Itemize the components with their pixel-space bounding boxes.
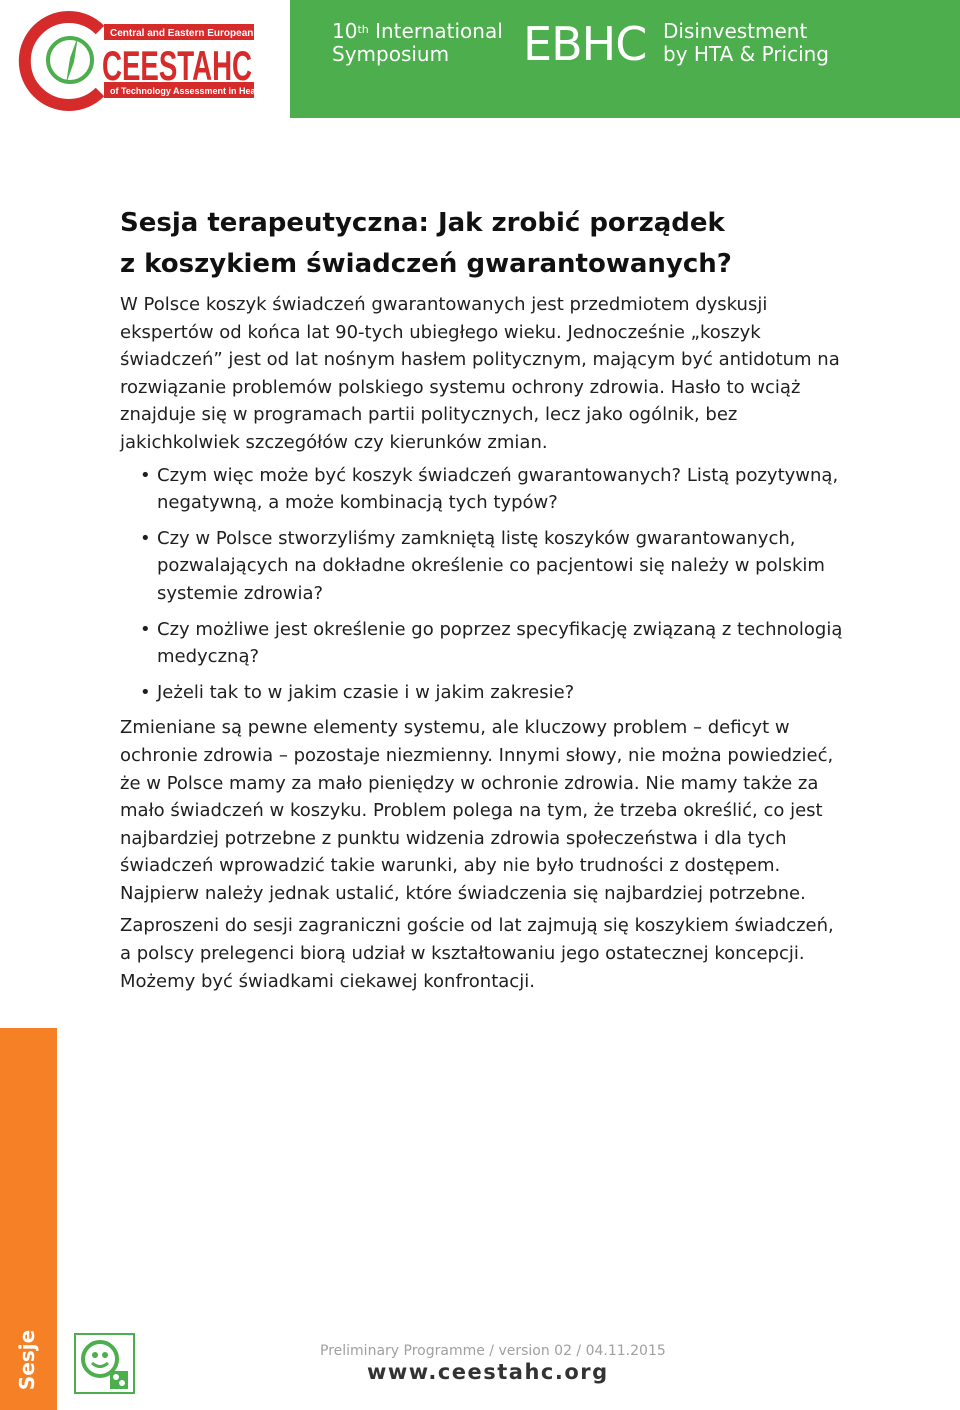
topic-label xyxy=(663,20,829,66)
topic-line1: Disinvestment xyxy=(663,19,808,43)
edition-number: 10 xyxy=(332,19,358,43)
side-tab-label xyxy=(3,1330,53,1390)
logo-bottom-text: of Technology Assessment in Health Care xyxy=(110,86,290,96)
topic-line2: by HTA & Pricing xyxy=(663,42,829,66)
bullet-icon: • xyxy=(140,681,151,703)
logo xyxy=(0,0,290,118)
list-item-text: Jeżeli tak to w jakim czasie i w jakim zakresie? xyxy=(157,681,575,703)
edition-label xyxy=(332,20,503,66)
list-item-text: Czym więc może być koszyk świadczeń gwarantowanych? Listą pozytywną, negatywną, a może kombinacją tych typów? xyxy=(157,464,839,514)
edition-suffix: th xyxy=(357,23,369,36)
footer-version: Preliminary Programme / version 02 / 04.11.2015 xyxy=(320,1343,666,1359)
header-banner xyxy=(0,0,960,118)
list-item xyxy=(120,525,850,608)
body-paragraph: Zmieniane są pewne elementy systemu, ale kluczowy problem – deficyt w ochronie zdrowia – pozostaje niezmienny. Innymi słowy, nie można powiedzieć, że w Polsce mamy za mało pieniędzy w ochronie zdrowia. Nie mamy także za mało świadczeń w koszyku. Problem polega na tym, że trzeba określić, co jest najbardziej potrzebne z punktu widzenia zdrowia społeczeństwa i dla tych świadczeń wprowadzić takie warunki, aby nie było trudności z dostępem. Najpierw należy jednak ustalić, które świadczenia się najbardziej potrzebne. xyxy=(120,717,834,904)
intro-paragraph: W Polsce koszyk świadczeń gwarantowanych jest przedmiotem dyskusji ekspertów od końca lat 90-tych ubiegłego wieku. Jednocześnie „koszyk świadczeń” jest od lat nośnym hasłem politycznym, mającym być antidotum na rozwiązanie problemów polskiego systemu ochrony zdrowia. Hasło to wciąż znajduje się w programach partii politycznych, lecz jako ogólnik, bez jakichkolwiek szczegółów czy kierunków zmian. xyxy=(120,294,840,453)
edition-word: International xyxy=(375,19,503,43)
logo-name: CEESTAHC xyxy=(102,42,252,89)
list-item xyxy=(120,616,850,671)
question-list xyxy=(120,462,850,707)
closing-paragraph: Zaproszeni do sesji zagraniczni goście od lat zajmują się koszykiem świadczeń, a polscy prelegenci biorą udział w kształtowaniu jego ostatecznej koncepcji. Możemy być świadkami ciekawej konfrontacji. xyxy=(120,915,834,992)
session-title xyxy=(120,203,850,285)
bullet-icon: • xyxy=(140,464,151,486)
list-item xyxy=(120,679,850,707)
bullet-icon: • xyxy=(140,618,151,640)
ceestahc-logo-icon xyxy=(0,0,290,118)
edition-line2: Symposium xyxy=(332,42,450,66)
session-title-line2: z koszykiem świadczeń gwarantowanych? xyxy=(120,249,732,279)
session-title-line1: Sesja terapeutyczna: Jak zrobić porządek xyxy=(120,208,725,238)
logo-top-text: Central and Eastern European Society xyxy=(110,28,290,39)
side-tab-text: Sesje xyxy=(15,1329,40,1391)
session-content xyxy=(120,203,850,1000)
session-smiley-icon xyxy=(74,1333,135,1394)
list-item-text: Czy w Polsce stworzyliśmy zamkniętą listę koszyków gwarantowanych, pozwalających na dokładne określenie co pacjentowi się należy w polskim systemie zdrowia? xyxy=(157,527,825,604)
bullet-icon: • xyxy=(140,527,151,549)
list-item-text: Czy możliwe jest określenie go poprzez specyfikację związaną z technologią medyczną? xyxy=(157,618,843,668)
footer-url-link[interactable]: www.ceestahc.org xyxy=(367,1360,609,1384)
list-item xyxy=(120,462,850,517)
event-name: EBHC xyxy=(523,17,647,71)
